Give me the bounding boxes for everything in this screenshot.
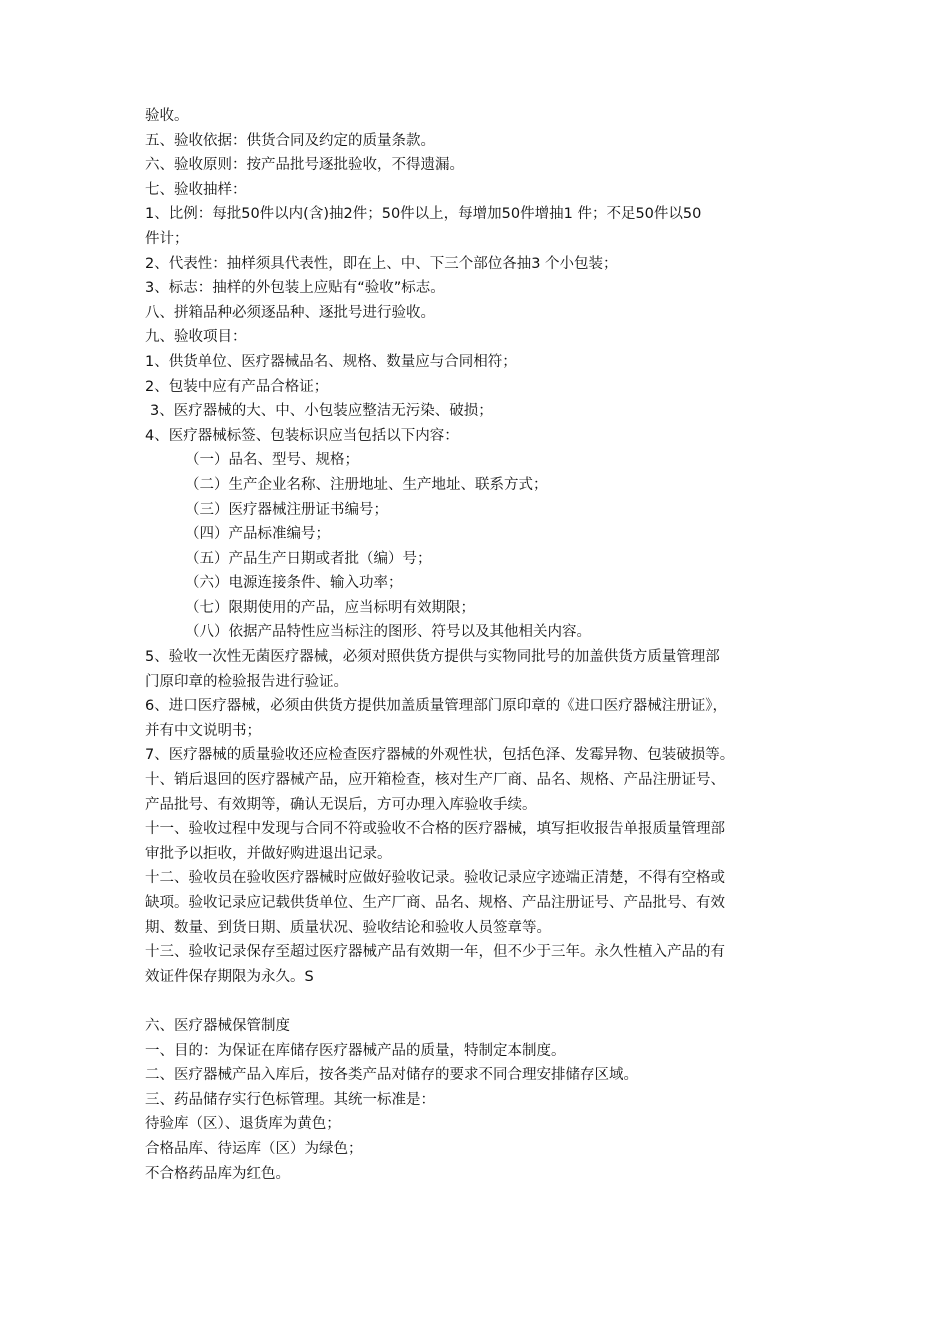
list-item: （四）产品标准编号； <box>185 526 330 543</box>
text-line: 十二、验收员在验收医疗器械时应做好验收记录。验收记录应字迹端正清楚，不得有空格或 <box>145 870 725 887</box>
text-line: 合格品库、待运库（区）为绿色； <box>145 1140 363 1157</box>
text-line: 6、进口医疗器械，必须由供货方提供加盖质量管理部门原印章的《进口医疗器械注册证》， <box>145 698 727 715</box>
document-page <box>145 104 813 1186</box>
text-line: 十三、验收记录保存至超过医疗器械产品有效期一年，但不少于三年。永久性植入产品的有 <box>145 944 725 961</box>
text-line: 三、药品储存实行色标管理。其统一标准是： <box>145 1091 435 1108</box>
list-item: （五）产品生产日期或者批（编）号； <box>185 550 432 567</box>
list-item: （七）限期使用的产品，应当标明有效期限； <box>185 599 475 616</box>
list-item: （八）依据产品特性应当标注的图形、符号以及其他相关内容。 <box>185 624 591 641</box>
text-line: 3、医疗器械的大、中、小包装应整洁无污染、破损； <box>150 403 493 420</box>
text-line: 产品批号、有效期等，确认无误后，方可办理入库验收手续。 <box>145 796 537 813</box>
text-line: 5、验收一次性无菌医疗器械，必须对照供货方提供与实物同批号的加盖供货方质量管理部 <box>145 649 720 666</box>
section-heading: 六、医疗器械保管制度 <box>145 1017 290 1034</box>
text-line: 六、验收原则：按产品批号逐批验收，不得遗漏。 <box>145 157 464 174</box>
list-item: （六）电源连接条件、输入功率； <box>185 575 403 592</box>
text-line: 验收。 <box>145 108 189 124</box>
text-line: 1、供货单位、医疗器械品名、规格、数量应与合同相符； <box>145 353 517 370</box>
text-line: 缺项。验收记录应记载供货单位、生产厂商、品名、规格、产品注册证号、产品批号、有效 <box>145 895 725 911</box>
text-line: 七、验收抽样： <box>145 181 247 198</box>
text-line: 待验库（区）、退货库为黄色； <box>145 1116 341 1133</box>
text-line: 十、销后退回的医疗器械产品，应开箱检查，核对生产厂商、品名、规格、产品注册证号、 <box>145 772 725 789</box>
text-line: 件计； <box>145 230 189 247</box>
list-item: （一）品名、型号、规格； <box>185 452 359 469</box>
text-line: 3、标志：抽样的外包装上应贴有“验收”标志。 <box>145 280 445 297</box>
text-line: 八、拼箱品种必须逐品种、逐批号进行验收。 <box>145 304 435 321</box>
text-line: 2、包装中应有产品合格证； <box>145 378 329 395</box>
blank-line <box>145 989 813 1014</box>
text-line: 1、比例：每批50件以内(含)抽2件；50件以上，每增加50件增抽1 件；不足50件以50 <box>145 206 702 223</box>
text-line: 不合格药品库为红色。 <box>145 1165 290 1182</box>
text-line: 十一、验收过程中发现与合同不符或验收不合格的医疗器械，填写拒收报告单报质量管理部 <box>145 821 725 838</box>
text-line: 九、验收项目： <box>145 329 247 346</box>
text-line: 门原印章的检验报告进行验证。 <box>145 673 348 690</box>
text-line: 2、代表性：抽样须具代表性，即在上、中、下三个部位各抽3 个小包装； <box>145 255 618 272</box>
text-line: 并有中文说明书； <box>145 722 261 739</box>
text-line: 二、医疗器械产品入库后，按各类产品对储存的要求不同合理安排储存区域。 <box>145 1067 638 1084</box>
text-line: 审批予以拒收，并做好购进退出记录。 <box>145 845 392 862</box>
text-line: 一、目的：为保证在库储存医疗器械产品的质量，特制定本制度。 <box>145 1042 566 1059</box>
text-line: 7、医疗器械的质量验收还应检查医疗器械的外观性状，包括色泽、发霉异物、包装破损等。 <box>145 747 735 764</box>
list-item: （二）生产企业名称、注册地址、生产地址、联系方式； <box>185 476 548 493</box>
text-line: 期、数量、到货日期、质量状况、验收结论和验收人员签章等。 <box>145 919 551 936</box>
text-line: 五、验收依据：供货合同及约定的质量条款。 <box>145 132 435 149</box>
text-line: 效证件保存期限为永久。S <box>145 968 314 985</box>
text-line: 4、医疗器械标签、包装标识应当包括以下内容： <box>145 427 459 444</box>
list-item: （三）医疗器械注册证书编号； <box>185 501 388 518</box>
